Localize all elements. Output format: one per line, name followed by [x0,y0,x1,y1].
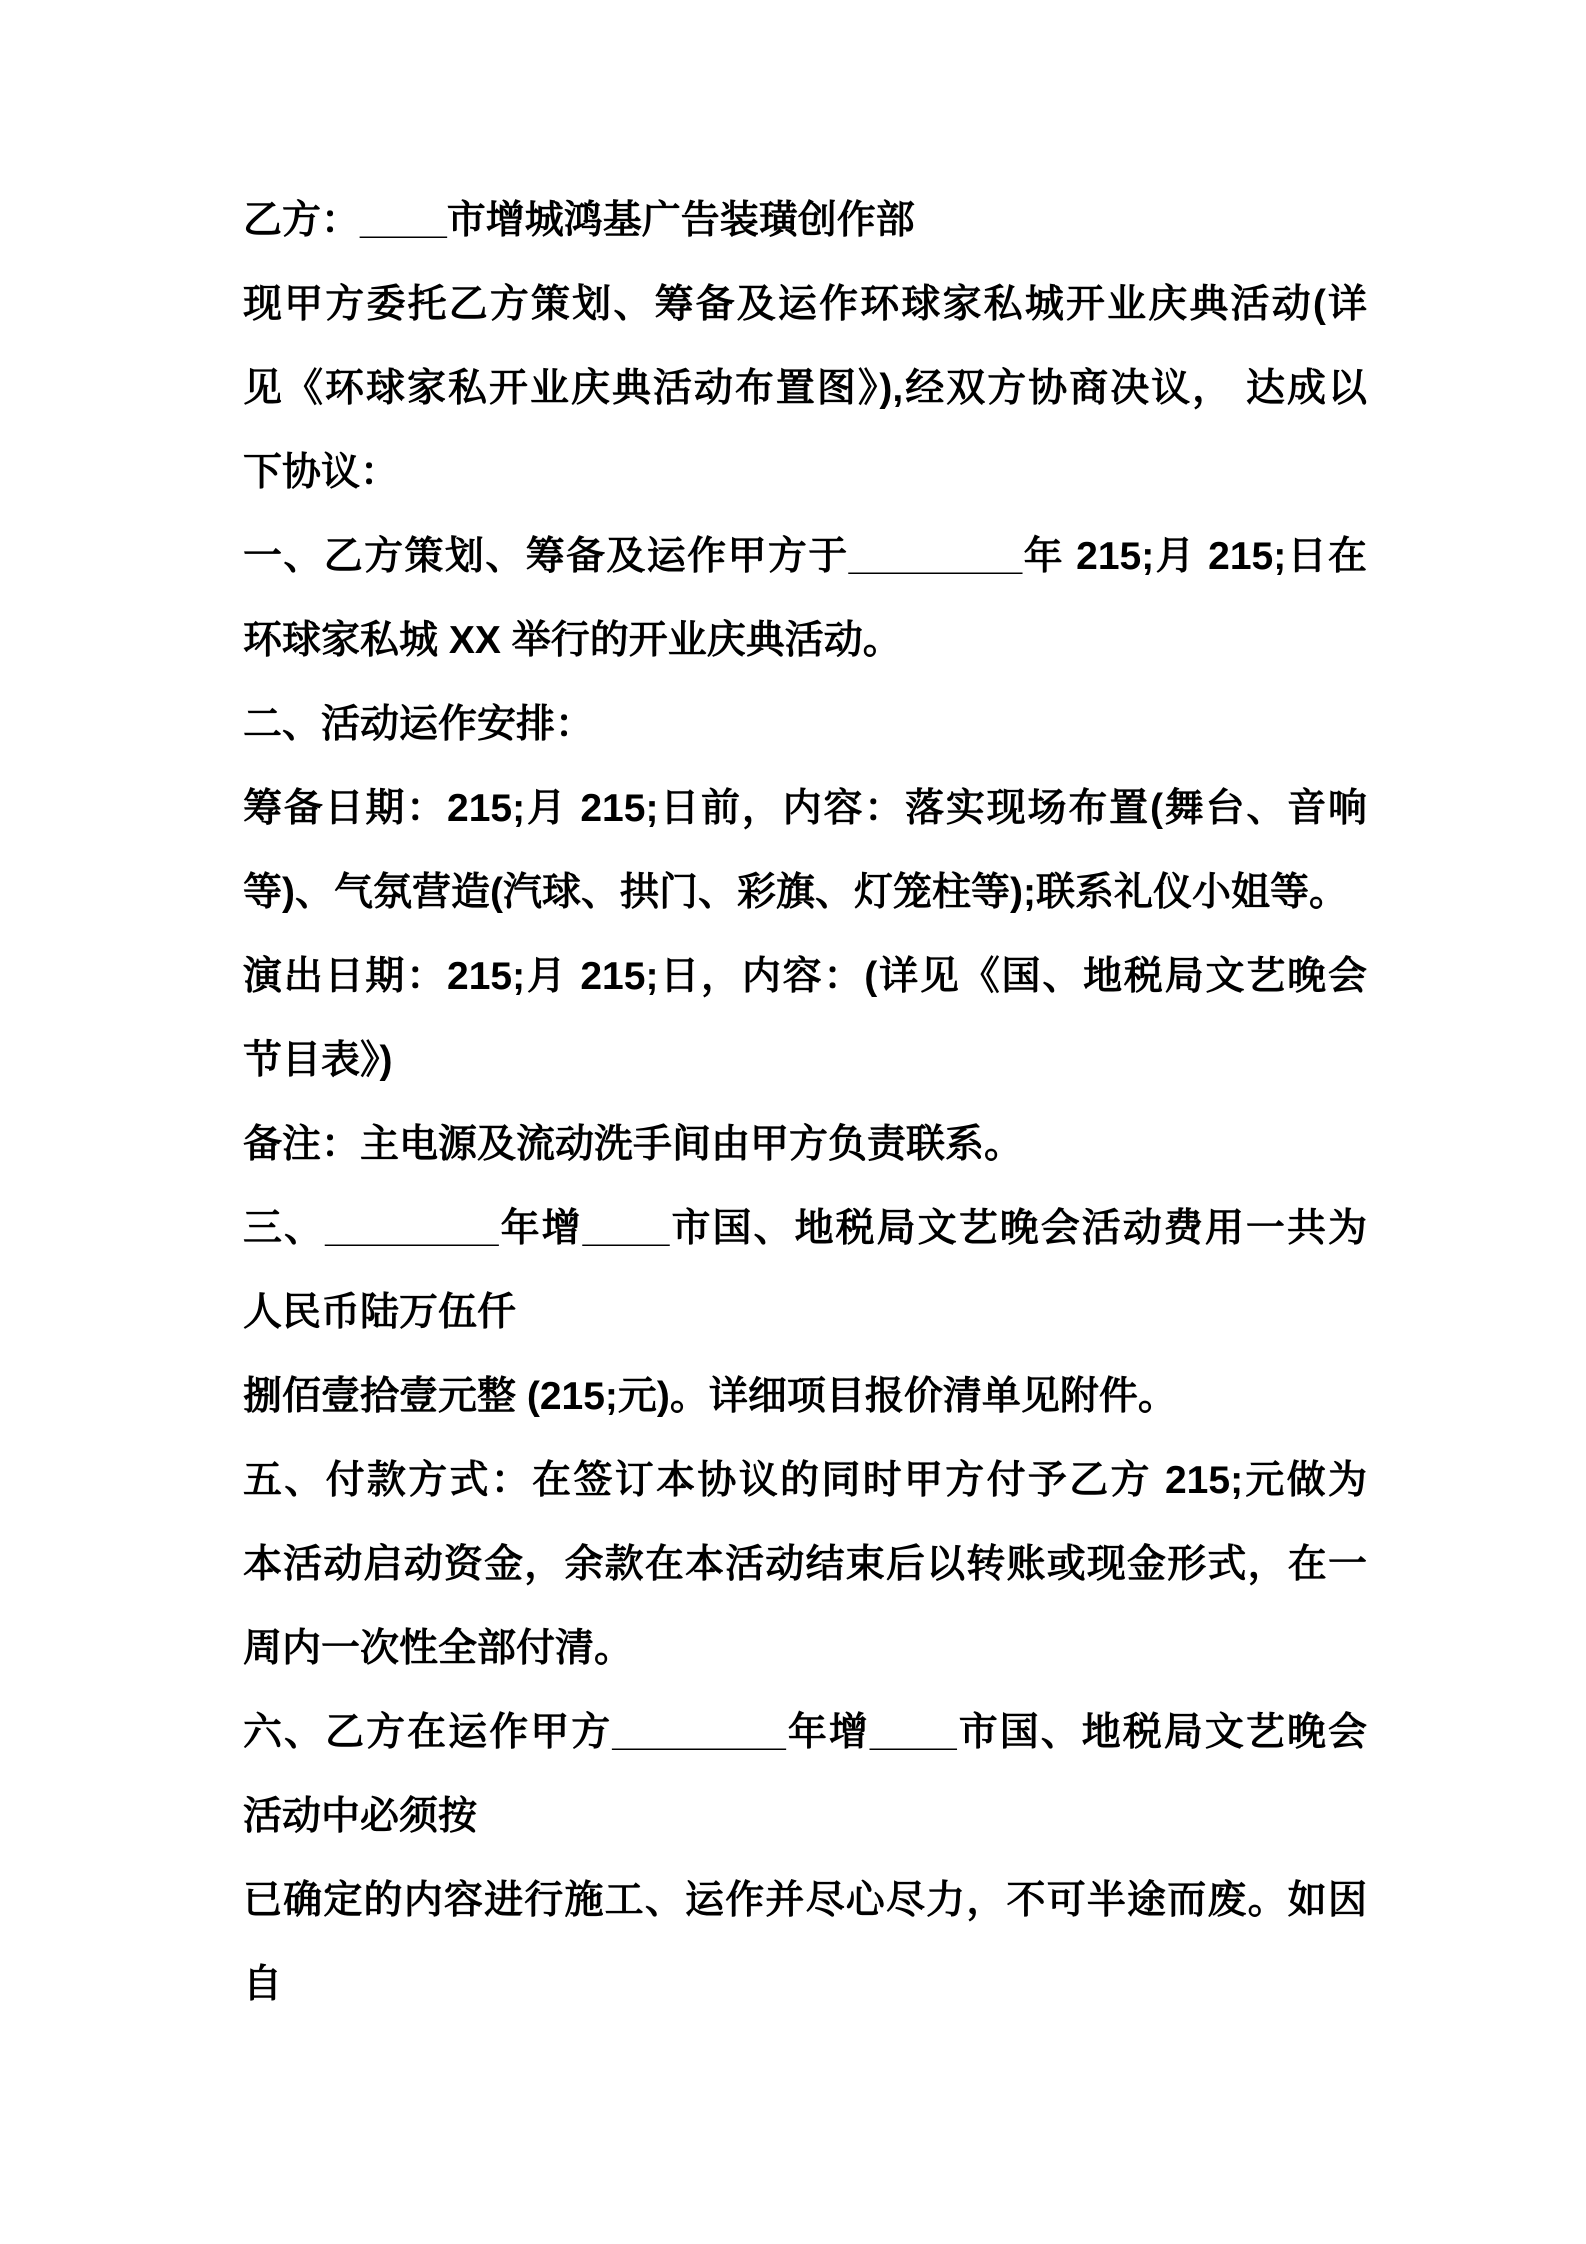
document-line: 等)、气氛营造(汽球、拱门、彩旗、灯笼柱等);联系礼仪小姐等。 [243,871,1348,914]
document-line: 一、乙方策划、筹备及运作甲方于________年 215;月 215;日在 [243,535,1367,578]
document-line: 节目表》) [243,1039,393,1082]
document-line: 筹备日期：215;月 215;日前，内容：落实现场布置(舞台、音响 [243,787,1367,830]
document-line: 五、付款方式：在签订本协议的同时甲方付予乙方 215;元做为 [243,1459,1367,1502]
document-line: 本活动启动资金，余款在本活动结束后以转账或现金形式，在一 [243,1543,1367,1586]
document-line: 捌佰壹拾壹元整 (215;元)。详细项目报价清单见附件。 [243,1375,1177,1418]
document-line: 乙方：____市增城鸿基广告装璜创作部 [243,199,915,242]
document-line: 活动中必须按 [243,1795,478,1838]
document-line: 自 [243,1963,283,2006]
document-line: 下协议： [243,451,400,494]
document-line: 环球家私城 XX 举行的开业庆典活动。 [243,619,902,662]
document-line: 备注：主电源及流动洗手间由甲方负责联系。 [243,1123,1024,1166]
document-line: 人民币陆万伍仟 [243,1291,517,1334]
document-line: 三、________年增____市国、地税局文艺晚会活动费用一共为 [243,1207,1367,1250]
document-line: 已确定的内容进行施工、运作并尽心尽力，不可半途而废。如因 [243,1879,1367,1922]
document-line: 六、乙方在运作甲方________年增____市国、地税局文艺晚会 [243,1711,1367,1754]
document-line: 演出日期：215;月 215;日，内容：(详见《国、地税局文艺晚会 [243,955,1367,998]
document-line: 见《环球家私开业庆典活动布置图》),经双方协商决议， 达成以 [243,367,1367,410]
document-line: 现甲方委托乙方策划、筹备及运作环球家私城开业庆典活动(详 [243,283,1367,326]
document-body [243,179,1367,2027]
document-line: 二、活动运作安排： [243,703,595,746]
document-line: 周内一次性全部付清。 [243,1627,634,1670]
